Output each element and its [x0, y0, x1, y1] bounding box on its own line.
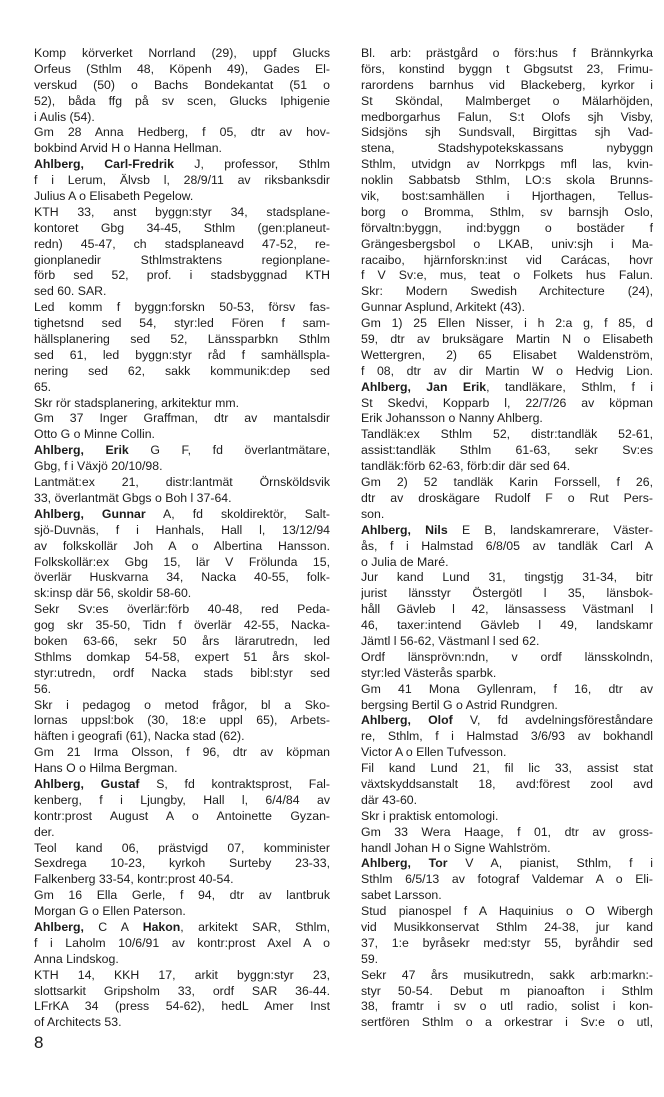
- line-text: assist:tandläk Sthlm 61-63, sekr Sv:es: [361, 443, 653, 458]
- line-text: C A: [83, 919, 143, 934]
- line-text: A, fd skoldirektör, Salt-: [145, 506, 330, 521]
- text-line: [361, 968, 653, 984]
- line-text: Grängesbergsbol o LKAB, univ:sjh i Ma-: [361, 236, 653, 251]
- line-text: LFrKA 34 (press 54-62), hedL Amer Inst: [34, 999, 330, 1014]
- text-line: [361, 78, 653, 94]
- text-line: [361, 602, 653, 618]
- entry-name: Hakon: [142, 919, 181, 934]
- text-line: [34, 539, 330, 555]
- text-line: [361, 698, 653, 714]
- line-text: Skr: Modern Swedish Architecture (24),: [361, 284, 653, 299]
- text-line: [361, 268, 653, 284]
- text-line: [34, 237, 330, 253]
- line-text: St Skedvi, Kopparb l, 22/7/26 av köpman: [361, 395, 653, 410]
- text-line: [361, 427, 653, 443]
- line-text: Sekr Sv:es överlär:förb 40-48, red Peda-: [34, 602, 330, 617]
- text-line: [34, 570, 330, 586]
- text-line: [361, 586, 653, 602]
- text-line: [361, 682, 653, 698]
- text-line: [34, 46, 330, 62]
- line-text: växtskyddsanstalt 18, avd:förest zool avd: [361, 776, 653, 791]
- line-text: St Sköndal, Malmberget o Mälarhöjden,: [361, 93, 653, 108]
- line-text: Anna Lindskog.: [34, 951, 119, 966]
- line-text: Orfeus (Sthlm 48, Köpenh 49), Gades El-: [34, 61, 330, 76]
- text-line: [34, 952, 330, 968]
- line-text: gog skr 35-50, Tidn f överlär 42-55, Nacka-: [34, 618, 330, 633]
- line-text: f i Lerum, Älvsb l, 28/9/11 av riksbanksdir: [34, 173, 330, 188]
- entry-name: Ahlberg, Gunnar: [34, 506, 146, 521]
- text-line: [361, 62, 653, 78]
- text-line: [361, 888, 653, 904]
- line-text: häften i geografi (61), Nacka stad (62).: [34, 729, 245, 744]
- line-text: Julius A o Elisabeth Pegelow.: [34, 189, 194, 204]
- line-text: Gm 41 Mona Gyllenram, f 16, dtr av: [361, 681, 653, 696]
- line-text: vik, bost:samhällen i Hjorthagen, Tellus-: [361, 189, 653, 204]
- text-line: [34, 475, 330, 491]
- line-text: Otto G o Minne Collin.: [34, 427, 155, 442]
- text-line: [361, 555, 653, 571]
- text-line: [34, 1015, 330, 1031]
- text-line: [34, 777, 330, 793]
- text-line: [34, 555, 330, 571]
- text-line: [34, 888, 330, 904]
- text-line: [361, 634, 653, 650]
- text-line: [34, 189, 330, 205]
- line-text: redn) 45-47, ch stadsplaneavd 47-52, re-: [34, 236, 330, 251]
- line-text: verskud (50) o Bachs Bondekantat (51 o: [34, 77, 330, 92]
- line-text: Stud pianospel f A Haquinius o O Wibergh: [361, 904, 653, 919]
- line-text: Hans O o Hilma Bergman.: [34, 761, 178, 776]
- text-line: [361, 396, 653, 412]
- text-line: [361, 650, 653, 666]
- line-text: Sthlms domkap 54-58, expert 51 års skol-: [34, 649, 330, 664]
- line-text: överlär Huskvarna 34, Nacka 40-55, folk-: [34, 570, 330, 585]
- text-line: [361, 380, 653, 396]
- text-line: [34, 745, 330, 761]
- line-text: Gm 37 Inger Graffman, dtr av mantalsdir: [34, 411, 330, 426]
- text-line: [34, 380, 330, 396]
- text-line: [361, 999, 653, 1015]
- text-line: [361, 475, 653, 491]
- line-text: styr:led Västerås sparbk.: [361, 665, 497, 680]
- line-text: Ordf länsprövn:ndn, v ordf länsskolndn,: [361, 649, 653, 664]
- text-line: [361, 761, 653, 777]
- text-line: [34, 523, 330, 539]
- line-text: ås, f i Halmstad 6/8/05 av tandläk Carl A: [361, 538, 653, 553]
- line-text: racaibo, hjärnforskn:inst vid Carácas, hovr: [361, 252, 653, 267]
- text-line: [34, 841, 330, 857]
- line-text: förs, konstind byggn t Gbgsutst 23, Frimu-: [361, 61, 653, 76]
- text-line: [34, 332, 330, 348]
- text-line: [34, 284, 330, 300]
- entry-name: Ahlberg, Erik: [34, 443, 129, 458]
- text-line: [361, 491, 653, 507]
- line-text: Victor A o Ellen Tufvesson.: [361, 745, 507, 760]
- line-text: Jur kand Lund 31, tingstjg 31-34, bitr: [361, 570, 653, 585]
- line-text: Gm 1) 25 Ellen Nisser, i h 2:a g, f 85, d: [361, 316, 653, 331]
- line-text: 37, 1:e byråsekr med:styr 55, byråhdir sed: [361, 935, 653, 950]
- text-line: [361, 777, 653, 793]
- line-text: son.: [361, 506, 385, 521]
- line-text: G F, fd överlantmätare,: [128, 443, 330, 458]
- text-line: [34, 602, 330, 618]
- text-line: [361, 46, 653, 62]
- text-line: [361, 316, 653, 332]
- text-line: [34, 94, 330, 110]
- text-line: [361, 94, 653, 110]
- text-line: [361, 856, 653, 872]
- text-line: [361, 666, 653, 682]
- line-text: bergsing Bertil G o Astrid Rundgren.: [361, 697, 558, 712]
- text-line: [34, 173, 330, 189]
- line-text: 38, framtr i sv o utl radio, solist i kon-: [361, 999, 653, 1014]
- line-text: Bl. arb: prästgård o förs:hus f Brännkyrka: [361, 46, 653, 60]
- entry-name: Ahlberg, Carl-Fredrik: [34, 157, 174, 172]
- text-line: [361, 173, 653, 189]
- line-text: borg o Bromma, Sthlm, sv barnsjh Oslo,: [361, 204, 653, 219]
- text-line: [361, 189, 653, 205]
- line-text: Sekr 47 års musikutredn, sakk arb:markn:-: [361, 967, 653, 982]
- line-text: Gunnar Asplund, Arkitekt (43).: [361, 300, 526, 315]
- text-line: [34, 141, 330, 157]
- text-line: [34, 682, 330, 698]
- line-text: f i Laholm 10/6/91 av kontr:prost Axel A o: [34, 935, 330, 950]
- text-line: [34, 698, 330, 714]
- line-text: tighetsnd sed 54, styr:led Fören f sam-: [34, 316, 330, 331]
- line-text: J, professor, Sthlm: [173, 157, 330, 172]
- line-text: Gm 33 Wera Haage, f 01, dtr av gross-: [361, 824, 653, 839]
- line-text: Sexdrega 10-23, kyrkoh Surteby 23-33,: [34, 856, 330, 871]
- text-line: [361, 459, 653, 475]
- line-text: Gm 2) 52 tandläk Karin Forssell, f 26,: [361, 475, 653, 490]
- line-text: Morgan G o Ellen Paterson.: [34, 904, 186, 919]
- line-text: Skr i pedagog o metod frågor, bl a Sko-: [34, 697, 330, 712]
- text-line: [361, 253, 653, 269]
- text-line: [34, 221, 330, 237]
- line-text: V A, pianist, Sthlm, f i: [447, 856, 653, 871]
- text-line: [34, 110, 330, 126]
- text-line: [34, 729, 330, 745]
- line-text: lornas uppsl:bok (30, 18:e uppl 65), Arbets-: [34, 713, 330, 728]
- left-column: [34, 46, 330, 1031]
- line-text: 56.: [34, 681, 52, 696]
- text-line: [34, 984, 330, 1000]
- text-line: [34, 205, 330, 221]
- line-text: stena, Stadshypotekskassans nybyggn: [361, 141, 653, 156]
- line-text: Skr rör stadsplanering, arkitektur mm.: [34, 395, 240, 410]
- text-line: [34, 348, 330, 364]
- text-line: [34, 459, 330, 475]
- line-text: rarordens barnhus vid Blackeberg, kyrkor i: [361, 77, 653, 92]
- text-line: [34, 411, 330, 427]
- text-line: [34, 62, 330, 78]
- text-line: [34, 443, 330, 459]
- line-text: kontr:prost August A o Antoinette Gyzan-: [34, 808, 330, 823]
- text-line: [34, 491, 330, 507]
- text-line: [361, 1015, 653, 1031]
- text-line: [34, 904, 330, 920]
- entry-name: Ahlberg, Tor: [361, 856, 448, 871]
- text-line: [361, 348, 653, 364]
- text-line: [361, 157, 653, 173]
- line-text: Teol kand 06, prästvigd 07, komminister: [34, 840, 330, 855]
- line-text: Gm 21 Irma Olsson, f 96, dtr av köpman: [34, 745, 330, 760]
- line-text: gionplanedir Sthlmstraktens regionplane-: [34, 252, 330, 267]
- line-text: medborgarhus Falun, S:t Olofs sjh Visby,: [361, 109, 653, 124]
- line-text: Jämtl l 56-62, Västmanl l sed 62.: [361, 633, 540, 648]
- text-line: [361, 443, 653, 459]
- text-line: [361, 411, 653, 427]
- line-text: Folkskollär:ex Gbg 15, lär V Frölunda 15,: [34, 554, 330, 569]
- line-text: f 08, dtr av dir Martin W o Hedvig Lion.: [361, 363, 653, 378]
- text-line: [361, 539, 653, 555]
- line-text: , arkitekt SAR, Sthlm,: [180, 919, 330, 934]
- line-text: Gbg, f i Växjö 20/10/98.: [34, 459, 163, 474]
- text-line: [361, 809, 653, 825]
- entry-name: Ahlberg, Nils: [361, 522, 448, 537]
- text-line: [361, 793, 653, 809]
- text-line: [34, 713, 330, 729]
- line-text: 65.: [34, 379, 52, 394]
- right-column: [361, 46, 653, 1031]
- text-line: [361, 237, 653, 253]
- line-text: 46, taxer:intend Gävleb l 49, landskamr: [361, 618, 653, 633]
- text-line: [361, 364, 653, 380]
- line-text: Sthlm, utvidgn av Norrkpgs mfl las, kvin-: [361, 157, 653, 172]
- line-text: 52), båda ffg på sv scen, Glucks Iphigenie: [34, 93, 330, 108]
- line-text: Sidsjöns sjh Sundsvall, Birgittas sjh Vad-: [361, 125, 653, 140]
- text-line: [34, 125, 330, 141]
- entry-name: Ahlberg, Jan Erik: [361, 379, 487, 394]
- text-line: [34, 268, 330, 284]
- line-text: re, Sthlm, f i Halmstad 3/6/93 av bokhandl: [361, 729, 653, 744]
- line-text: Sthlm 6/5/13 av fotograf Valdemar A o Eli-: [361, 872, 653, 887]
- line-text: sed 61, led byggn:styr råd f samhällspla-: [34, 347, 330, 362]
- entry-name: Ahlberg, Olof: [361, 713, 453, 728]
- line-text: 59.: [361, 951, 379, 966]
- text-line: [34, 157, 330, 173]
- line-text: of Architects 53.: [34, 1015, 122, 1030]
- line-text: vid Musikkonservat Sthlm 24-38, jur kand: [361, 919, 653, 934]
- line-text: Falkenberg 33-54, kontr:prost 40-54.: [34, 872, 234, 887]
- line-text: Erik Johansson o Nanny Ahlberg.: [361, 411, 543, 426]
- line-text: håll Gävleb l 42, länsassess Västmanl l: [361, 602, 653, 617]
- text-line: [361, 872, 653, 888]
- line-text: styr 50-54. Debut m pianoafton i Sthlm: [361, 983, 653, 998]
- line-text: handl Johan H o Signe Wahlström.: [361, 840, 551, 855]
- text-line: [34, 968, 330, 984]
- line-text: S, fd kontraktsprost, Fal-: [139, 776, 330, 791]
- line-text: , tandläkare, Sthlm, f i: [486, 379, 653, 394]
- text-line: [361, 284, 653, 300]
- text-line: [34, 920, 330, 936]
- line-text: Wettergren, 2) 65 Elisabet Waldenström,: [361, 347, 653, 362]
- text-line: [34, 316, 330, 332]
- line-text: V, fd avdelningsföreståndare: [452, 713, 653, 728]
- line-text: Gm 28 Anna Hedberg, f 05, dtr av hov-: [34, 125, 330, 140]
- text-line: [361, 125, 653, 141]
- text-line: [34, 618, 330, 634]
- text-line: [361, 221, 653, 237]
- line-text: sjö-Duvnäs, f i Hanhals, Hall l, 13/12/94: [34, 522, 330, 537]
- line-text: förvaltn:byggn, ind:byggn o bostäder f: [361, 220, 653, 235]
- text-line: [34, 936, 330, 952]
- text-line: [361, 300, 653, 316]
- line-text: 33, överlantmät Gbgs o Boh l 37-64.: [34, 490, 232, 505]
- line-text: boken 63-66, sekr 50 års lärarutredn, led: [34, 633, 330, 648]
- text-line: [34, 634, 330, 650]
- line-text: i Aulis (54).: [34, 109, 95, 124]
- line-text: Komp körverket Norrland (29), uppf Glucks: [34, 46, 330, 60]
- line-text: Tandläk:ex Sthlm 52, distr:tandläk 52-61,: [361, 427, 653, 442]
- text-line: [361, 507, 653, 523]
- text-line: [34, 856, 330, 872]
- line-text: Fil kand Lund 21, fil lic 33, assist stat: [361, 761, 653, 776]
- line-text: KTH 14, KKH 17, arkit byggn:styr 23,: [34, 967, 330, 982]
- text-line: [34, 761, 330, 777]
- text-line: [361, 920, 653, 936]
- line-text: E B, landskamrerare, Väster-: [447, 522, 653, 537]
- text-line: [361, 618, 653, 634]
- line-text: sk:insp där 56, skoldir 58-60.: [34, 586, 192, 601]
- text-line: [34, 427, 330, 443]
- line-text: Skr i praktisk entomologi.: [361, 808, 499, 823]
- line-text: Led komm f byggn:forskn 50-53, försv fas-: [34, 300, 330, 315]
- line-text: förb sed 52, prof. i stadsbyggnad KTH: [34, 268, 330, 283]
- text-line: [361, 713, 653, 729]
- line-text: dtr av droskägare Rudolf F o Rut Pers-: [361, 490, 653, 505]
- text-line: [34, 364, 330, 380]
- line-text: o Julia de Maré.: [361, 554, 449, 569]
- line-text: där 43-60.: [361, 792, 418, 807]
- text-line: [34, 650, 330, 666]
- text-line: [361, 825, 653, 841]
- text-line: [34, 300, 330, 316]
- text-line: [34, 793, 330, 809]
- line-text: jurist länsstyr Östergötl l 35, länsbok-: [361, 586, 653, 601]
- text-line: [361, 841, 653, 857]
- line-text: kenberg, f i Ljungby, Hall l, 6/4/84 av: [34, 792, 330, 807]
- text-line: [34, 396, 330, 412]
- text-line: [34, 825, 330, 841]
- text-line: [361, 984, 653, 1000]
- line-text: styr:utredn, ordf Nacka stads bibl:styr sed: [34, 665, 330, 680]
- text-line: [361, 952, 653, 968]
- text-line: [361, 936, 653, 952]
- text-line: [34, 666, 330, 682]
- line-text: kontoret Gbg 34-45, Sthlm (gen:planeut-: [34, 220, 330, 235]
- line-text: Lantmät:ex 21, distr:lantmät Örnsköldsvik: [34, 475, 330, 490]
- text-line: [361, 332, 653, 348]
- line-text: bokbind Arvid H o Hanna Hellman.: [34, 141, 222, 156]
- text-line: [361, 110, 653, 126]
- line-text: der.: [34, 824, 55, 839]
- line-text: tandläk:förb 62-63, förb:dir där sed 64.: [361, 459, 571, 474]
- text-line: [361, 141, 653, 157]
- line-text: sed 60. SAR.: [34, 284, 107, 299]
- line-text: nering sed 62, sakk kommunik:dep sed: [34, 363, 330, 378]
- line-text: av folkskollär Joh A o Albertina Hansson.: [34, 538, 330, 553]
- line-text: sertfören Sthlm o a orkestrar i Sv:e o utl,: [361, 1015, 653, 1030]
- text-line: [34, 78, 330, 94]
- text-line: [361, 745, 653, 761]
- text-line: [34, 809, 330, 825]
- text-line: [34, 253, 330, 269]
- text-line: [34, 999, 330, 1015]
- text-line: [361, 904, 653, 920]
- text-line: [34, 586, 330, 602]
- text-line: [361, 570, 653, 586]
- line-text: Gm 16 Ella Gerle, f 94, dtr av lantbruk: [34, 888, 330, 903]
- text-line: [34, 507, 330, 523]
- text-line: [34, 872, 330, 888]
- line-text: slottsarkit Gripsholm 33, ordf SAR 36-44.: [34, 983, 330, 998]
- line-text: hällsplanering sed 52, Länssparbkn Sthlm: [34, 332, 330, 347]
- entry-name: Ahlberg,: [34, 919, 84, 934]
- line-text: noklin Sabbatsb Sthlm, LO:s skola Brunns-: [361, 173, 653, 188]
- entry-name: Ahlberg, Gustaf: [34, 776, 140, 791]
- line-text: sabet Larsson.: [361, 888, 442, 903]
- text-line: [361, 205, 653, 221]
- page-number: 8: [34, 1033, 44, 1052]
- line-text: f V Sv:e, mus, teat o Folkets hus Falun.: [361, 268, 653, 283]
- text-line: [361, 729, 653, 745]
- text-line: [361, 523, 653, 539]
- line-text: KTH 33, anst byggn:styr 34, stadsplane-: [34, 204, 330, 219]
- line-text: 59, dtr av bruksägare Martin N o Elisabeth: [361, 332, 653, 347]
